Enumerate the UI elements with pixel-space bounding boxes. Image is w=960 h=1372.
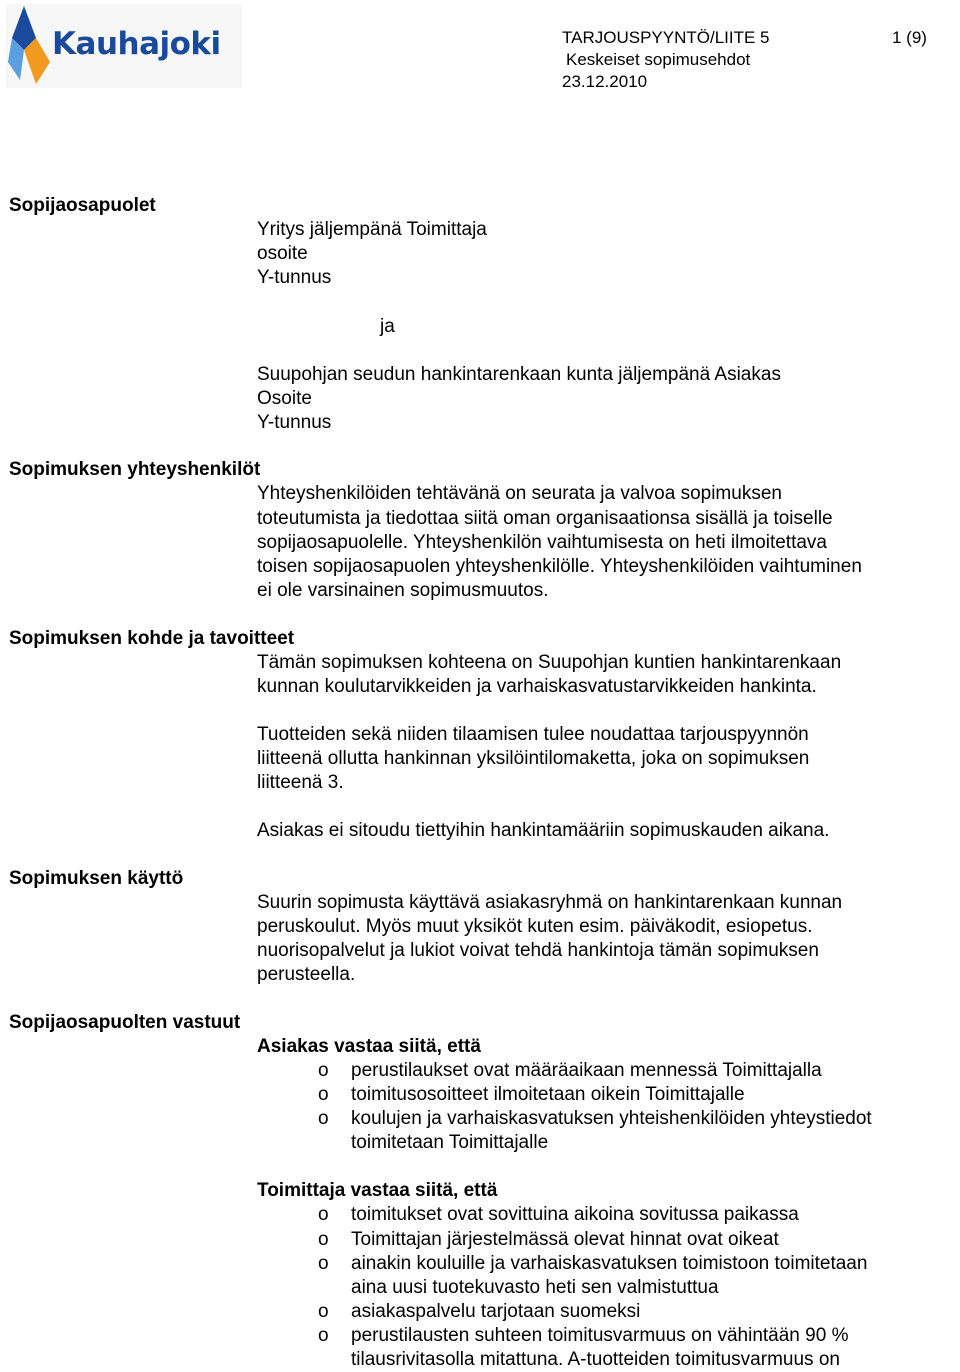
bullet-marker: o	[318, 1084, 329, 1105]
paragraph-line: ei ole varsinainen sopimusmuutos.	[257, 580, 549, 601]
logo-text: Kauhajoki	[52, 26, 221, 62]
bullet-marker: o	[318, 1325, 329, 1346]
paragraph-line: liitteenä 3.	[257, 772, 344, 793]
bullet-marker: o	[318, 1229, 329, 1250]
list-item-continuation: toimitetaan Toimittajalle	[351, 1132, 549, 1153]
section-heading-usage: Sopimuksen käyttö	[9, 868, 184, 889]
doc-title: Keskeiset sopimusehdot	[566, 50, 751, 69]
section-heading-responsibilities: Sopijaosapuolten vastuut	[9, 1012, 241, 1033]
bullet-marker: o	[318, 1301, 329, 1322]
section-heading-subject: Sopimuksen kohde ja tavoitteet	[9, 628, 295, 649]
bullet-marker: o	[318, 1060, 329, 1081]
logo	[6, 4, 242, 88]
bullet-marker: o	[318, 1204, 329, 1225]
paragraph-line: sopijaosapuolelle. Yhteyshenkilön vaihtumisesta on heti ilmoitettava	[257, 532, 827, 553]
list-item: ainakin kouluille ja varhaiskasvatuksen toimistoon toimitetaan	[351, 1253, 868, 1274]
customer-line: Y-tunnus	[257, 412, 332, 433]
list-item: toimitusosoitteet ilmoitetaan oikein Toimittajalle	[351, 1084, 745, 1105]
bullet-marker: o	[318, 1253, 329, 1274]
paragraph-line: toisen sopijaosapuolen yhteyshenkilölle. Yhteyshenkilöiden vaihtuminen	[257, 556, 862, 577]
paragraph-line: nuorisopalvelut ja lukiot voivat tehdä hankintoja tämän sopimuksen	[257, 940, 819, 961]
logo-mark-icon	[6, 4, 56, 88]
list-item: asiakaspalvelu tarjotaan suomeksi	[351, 1301, 641, 1322]
supplier-line: Y-tunnus	[257, 267, 332, 288]
customer-line: Osoite	[257, 388, 312, 409]
list-item: koulujen ja varhaiskasvatuksen yhteishenkilöiden yhteystiedot	[351, 1108, 872, 1129]
parties-and: ja	[380, 316, 395, 337]
list-item: perustilausten suhteen toimitusvarmuus on vähintään 90 %	[351, 1325, 849, 1346]
supplier-line: Yritys jäljempänä Toimittaja	[257, 219, 487, 240]
paragraph-line: Tuotteiden sekä niiden tilaamisen tulee noudattaa tarjouspyynnön	[257, 724, 809, 745]
paragraph-line: liitteenä ollutta hankinnan yksilöintilomaketta, joka on sopimuksen	[257, 748, 810, 769]
list-item-continuation: aina uusi tuotekuvasto heti sen valmistuttua	[351, 1277, 719, 1298]
doc-date: 23.12.2010	[562, 72, 648, 91]
paragraph-line: Yhteyshenkilöiden tehtävänä on seurata ja valvoa sopimuksen	[257, 483, 782, 504]
bullet-marker: o	[318, 1108, 329, 1129]
paragraph-line: kunnan koulutarvikkeiden ja varhaiskasvatustarvikkeiden hankinta.	[257, 676, 817, 697]
section-heading-contacts: Sopimuksen yhteyshenkilöt	[9, 459, 261, 480]
supplier-responsibility-heading: Toimittaja vastaa siitä, että	[257, 1180, 498, 1201]
paragraph-line: perusteella.	[257, 964, 356, 985]
doc-id: TARJOUSPYYNTÖ/LIITE 5	[562, 28, 770, 47]
list-item: Toimittajan järjestelmässä olevat hinnat ovat oikeat	[351, 1229, 779, 1250]
list-item-continuation: tilausrivitasolla mitattuna. A-tuotteiden toimitusvarmuus on	[351, 1349, 840, 1370]
paragraph-line: peruskoulut. Myös muut yksiköt kuten esim. päiväkodit, esiopetus.	[257, 916, 813, 937]
section-heading-parties: Sopijaosapuolet	[9, 195, 156, 216]
page-number: 1 (9)	[892, 28, 927, 47]
paragraph-line: Suurin sopimusta käyttävä asiakasryhmä on hankintarenkaan kunnan	[257, 892, 843, 913]
paragraph-line: Tämän sopimuksen kohteena on Suupohjan kuntien hankintarenkaan	[257, 652, 842, 673]
paragraph-line: toteutumista ja tiedottaa siitä oman organisaationsa sisällä ja toiselle	[257, 508, 833, 529]
customer-line: Suupohjan seudun hankintarenkaan kunta jäljempänä Asiakas	[257, 364, 781, 385]
list-item: toimitukset ovat sovittuina aikoina sovitussa paikassa	[351, 1204, 799, 1225]
customer-responsibility-heading: Asiakas vastaa siitä, että	[257, 1036, 481, 1057]
paragraph-line: Asiakas ei sitoudu tiettyihin hankintamääriin sopimuskauden aikana.	[257, 820, 830, 841]
list-item: perustilaukset ovat määräaikaan mennessä Toimittajalla	[351, 1060, 822, 1081]
supplier-line: osoite	[257, 243, 308, 264]
